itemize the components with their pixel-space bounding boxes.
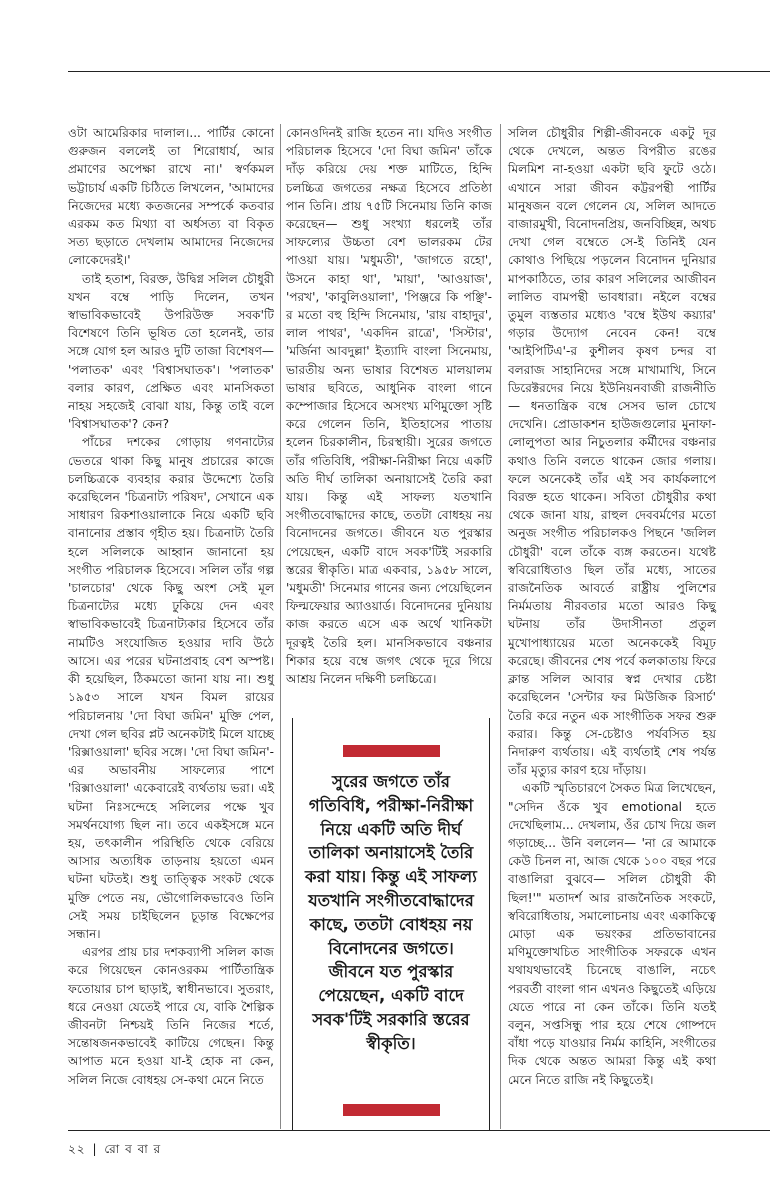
magazine-name: রো ব বা র: [104, 1142, 162, 1156]
folio-separator: |: [92, 1142, 98, 1156]
paragraph: সলিল চৌধুরীর শিল্পী-জীবনকে একটু দূর থেকে দেখলে, অন্তত বিপরীত রঙের মিলমিশ না-হওয়া একটা ছবি ফুটে ওঠে। এখানে সারা জীবন কট্টরপন্থী পার্টির মানুষজন বলে গেলেন যে, সলিল আদতে বাজারমুখী, বিনোদনপ্রিয়, জনবিচ্ছিন্ন, অথচ দেখা গেল বম্বেতে সে-ই তিনিই যেন কোথাও পিছিয়ে পড়লেন বিনোদন দুনিয়ার মাপকাঠিতে, তার কারণ সলিলের আজীবন লালিত বামপন্থী ভাবধারা। নইলে বম্বের তুমুল ব্যস্ততার মধ্যেও 'বম্বে ইউথ কয়্যার' গড়ার উদ্যোগ নেবেন কেন! বম্বে 'আইপিটিএ'-র কুশীলব কৃষণ চন্দর বা বলরাজ সাহানিদের সঙ্গে মাখামাখি, সিনে ডিরেক্টরদের নিয়ে ইউনিয়নবাজী রাজনীতি— ধনতান্ত্রিক বম্বে সেসব ভাল চোখে দেখেনি। প্রোডাকশন হাউজগুলোর মুনাফা-লোলুপতা আর নিচুতলার কর্মীদের বঞ্চনার কথাও তিনি বলতে থাকেন জোর গলায়। ফলে অনেকেই তাঁর এই সব কার্যকলাপে বিরক্ত হতে থাকেন। সবিতা চৌধুরীর কথা থেকে জানা যায়, রাহুল দেববর্মণের মতো অনুজ সংগীত পরিচালকও পিছনে 'জলিল চৌধুরী' বলে তাঁকে ব্যঙ্গ করতেন। যথেষ্ট স্ববিরোধিতাও ছিল তাঁর মধ্যে, সাতের রাজনৈতিক আবর্তে রাষ্ট্রীয় পুলিশের নির্মমতায় নীরবতার মতো আরও কিছু ঘটনায় তাঁর উদাসীনতা প্রতুল মুখোপাধ্যায়ের মতো অনেককেই বিমূঢ় করেছে। জীবনের শেষ পর্বে কলকাতায় ফিরে ক্লান্ত সলিল আবার স্বপ্ন দেখার চেষ্টা করেছিলেন 'সেন্টার ফর মিউজিক রিসার্চ' তৈরি করে নতুন এক সাংগীতিক সফর শুরু করার। কিন্তু সে-চেষ্টাও পর্যবসিত হয় নিদারুণ ব্যর্থতায়। এই ব্যর্থতাই শেষ পর্যন্ত তাঁর মৃত্যুর কারণ হয়ে দাঁড়ায়।: [508, 126, 716, 778]
column-divider: [280, 124, 281, 1129]
bottom-rule: [68, 1130, 770, 1131]
page-number: ২২: [68, 1142, 86, 1156]
pull-quote-bottom-bar: [343, 1104, 440, 1116]
paragraph: এরপর প্রায় চার দশকব্যাপী সলিল কাজ করে গিয়েছেন কোনওরকম পার্টিতান্ত্রিক ফতোয়ার চাপ ছাড়াই, স্বাধীনভাবে। সুতরাং, ধরে নেওয়া যেতেই পারে যে, বাকি শৈল্পিক জীবনটা নিশ্চয়ই তিনি নিজের শর্তে, সন্তোষজনকভাবেই কাটিয়ে গেছেন। কিন্তু আপাত মনে হওয়া যা-ই হোক না কেন, সলিল নিজে বোধহয় সে-কথা মেনে নিতে: [68, 945, 274, 1087]
page-folio: [68, 1141, 161, 1161]
article-column-1: [68, 124, 274, 1089]
article-column-3: [508, 124, 716, 1089]
paragraph: পাঁচের দশকের গোড়ায় গণনাট্যের ভেতরে থাকা কিছু মানুষ প্রচারের কাজে চলচ্চিত্রকে ব্যবহার করার উদ্দেশ্যে তৈরি করেছিলেন 'চিত্রনাট্য পরিষদ', সেখানে এক সাধারণ রিকশাওয়ালাকে নিয়ে একটি ছবি বানানোর প্রস্তাব গৃহীত হয়। চিত্রনাট্য তৈরি হলে সলিলকে আহ্বান জানানো হয় সংগীত পরিচালক হিসেবে। সলিল তাঁর গল্প 'চালচোর' থেকে কিছু অংশ সেই মূল চিত্রনাট্যের মধ্যে ঢুকিয়ে দেন এবং স্বাভাবিকভাবেই চিত্রনাট্যকার হিসেবে তাঁর নামটিও সংযোজিত হওয়ার দাবি উঠে আসে। এর পরের ঘটনাপ্রবাহ বেশ অস্পষ্ট। কী হয়েছিল, ঠিকমতো জানা যায় না। শুধু ১৯৫৩ সালে যখন বিমল রায়ের পরিচালনায় 'দো বিঘা জমিন' মুক্তি পেল, দেখা গেল ছবির প্লট অনেকটাই মিলে যাচ্ছে 'রিক্সাওয়ালা' ছবির সঙ্গে। 'দো বিঘা জমিন'-এর অভাবনীয় সাফল্যের পাশে 'রিক্সাওয়ালা' একেবারেই ব্যর্থতায় ভরা। এই ঘটনা নিঃসন্দেহে সলিলের পক্ষে খুব সমর্থনযোগ্য ছিল না। তবে একইসঙ্গে মনে হয়, তৎকালীন পরিস্থিতি থেকে বেরিয়ে আসার অত্যধিক তাড়নায় হয়তো এমন ঘটনা ঘটতই। শুধু তাত্ত্বিক সংকট থেকে মুক্তি পেতে নয়, ভৌগোলিকভাবেও তিনি সেই সময় চাইছিলেন চূড়ান্ত বিক্ষেপের সন্ধান।: [68, 435, 274, 941]
article-column-2: [286, 124, 492, 688]
paragraph: তাই হতাশ, বিরক্ত, উদ্বিগ্ন সলিল চৌধুরী যখন বম্বে পাড়ি দিলেন, তখন স্বাভাবিকভাবেই উপরিউক্ত সবক'টি বিশেষণে তিনি ভূষিত তো হলেনই, তার সঙ্গে যোগ হল আরও দুটি তাজা বিশেষণ— 'পলাতক' এবং 'বিশ্বাসঘাতক'। 'পলাতক' বলার কারণ, প্রেক্ষিত এবং মানসিকতা নাহয় সহজেই বোঝা যায়, কিন্তু তাই বলে 'বিশ্বাসঘাতক'? কেন?: [68, 271, 274, 432]
column-divider: [500, 124, 501, 1129]
pull-quote-box: [292, 718, 490, 1130]
paragraph: কোনওদিনই রাজি হতেন না। যদিও সংগীত পরিচালক হিসেবে 'দো বিঘা জমিন' তাঁকে দাঁড় করিয়ে দেয় শক্ত মাটিতে, হিন্দি চলচ্চিত্র জগতের নক্ষত্র হিসেবে প্রতিষ্ঠা পান তিনি। প্রায় ৭৫টি সিনেমায় তিনি কাজ করেছেন— শুধু সংখ্যা ধরলেই তাঁর সাফল্যের উচ্চতা বেশ ভালরকম টের পাওয়া যায়। 'মধুমতী', 'জাগতে রহো', উসনে কাহা থা', 'মায়া', 'আওয়াজ', 'পরখ', 'কাবুলিওয়ালা', 'পিঞ্জরে কি পঞ্ছি'-র মতো বহু হিন্দি সিনেমায়, 'রায় বাহাদুর', লাল পাথর', 'একদিন রাত্রে', 'সিস্টার', 'মর্জিনা আবদুল্লা' ইত্যাদি বাংলা সিনেমায়, ভারতীয় অন্য ভাষার বিশেষত মালয়ালম ভাষার ছবিতে, আধুনিক বাংলা গানে কম্পোজার হিসেবে অসংখ্য মণিমুক্তো সৃষ্টি করে গেলেন তিনি, ইতিহাসের পাতায় হলেন চিরকালীন, চিরস্থায়ী। সুরের জগতে তাঁর গতিবিধি, পরীক্ষা-নিরীক্ষা নিয়ে একটি অতি দীর্ঘ তালিকা অনায়াসেই তৈরি করা যায়। কিন্তু এই সাফল্য যতখানি সংগীতবোদ্ধাদের কাছে, ততটা বোধহয় নয় বিনোদনের জগতে। জীবনে যত পুরস্কার পেয়েছেন, একটি বাদে সবক'টিই সরকারি স্তরের স্বীকৃতি। মাত্র একবার, ১৯৫৮ সালে, 'মধুমতী' সিনেমার গানের জন্য পেয়েছিলেন ফিল্মফেয়ার অ্যাওয়ার্ড। বিনোদনের দুনিয়ায় কাজ করতে এসে এক অর্থে খানিকটা দূরত্বই তৈরি হল। মানসিকভাবে বঞ্চনার শিকার হয়ে বম্বে জগৎ থেকে দূরে গিয়ে আশ্রয় নিলেন দক্ষিণী চলচ্চিত্রে।: [286, 126, 492, 687]
top-rule: [68, 71, 770, 72]
paragraph: একটি স্মৃতিচারণে সৈকত মিত্র লিখেছেন, "সেদিন ওঁকে খুব emotional হতে দেখেছিলাম... দেখলাম, ওঁর চোখ দিয়ে জল গড়াচ্ছে... উনি বললেন— 'না রে আমাকে কেউ চিনল না, আজ থেকে ১০০ বছর পরে বাঙালিরা বুঝবে— সলিল চৌধুরী কী ছিল!'" মতাদর্শ আর রাজনৈতিক সংকটে, স্ববিরোধিতায়, সমালোচনায় এবং একাকিত্বে মোড়া এক ভয়ংকর প্রতিভাবানের মণিমুক্তোখচিত সাংগীতিক সফরকে এখন যথাযথভাবেই চিনেছে বাঙালি, নচেৎ পরবর্তী বাংলা গান এখনও কিছুতেই এড়িয়ে যেতে পারে না কেন তাঁকে। তিনি যতই বলুন, সপ্তসিন্ধু পার হয়ে শেষে গোষ্পদে বাঁধা পড়ে যাওয়ার নির্মম কাহিনি, সংগীতের দিক থেকে অন্তত আমরা কিন্তু এই কথা মেনে নিতে রাজি নই কিছুতেই।: [508, 781, 716, 1087]
pull-quote-text: সুরের জগতে তাঁর গতিবিধি, পরীক্ষা-নিরীক্ষা নিয়ে একটি অতি দীর্ঘ তালিকা অনায়াসেই তৈরি করা যায়। কিন্তু এই সাফল্য যতখানি সংগীতবোদ্ধাদের কাছে, ততটা বোধহয় নয় বিনোদনের জগতে। জীবনে যত পুরস্কার পেয়েছেন, একটি বাদে সবক'টিই সরকারি স্তরের স্বীকৃতি।: [305, 772, 477, 1053]
pull-quote-top-bar: [343, 745, 440, 757]
paragraph: ওটা আমেরিকার দালাল।... পার্টির কোনো গুরুজন বললেই তা শিরোধার্য, আর প্রমাণের অপেক্ষা রাখে না।' স্বর্ণকমল ভট্টাচার্য একটি চিঠিতে লিখলেন, 'আমাদের নিজেদের মধ্যে কতজনের সম্পর্কে কতবার এরকম কত মিথ্যা বা অর্ধসত্য বা বিকৃত সত্য ছড়াতে দেখলাম আমাদের নিজেদের লোকেদেরই।': [68, 126, 274, 268]
